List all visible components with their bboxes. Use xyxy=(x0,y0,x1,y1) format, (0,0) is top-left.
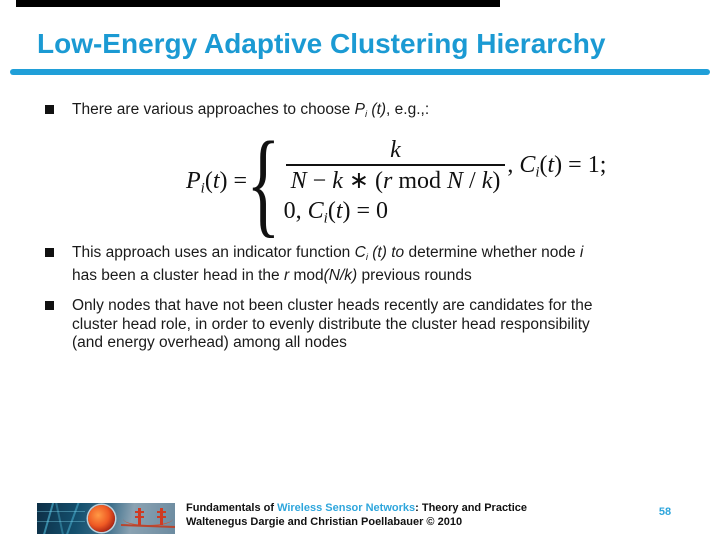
fraction-denominator xyxy=(286,164,506,194)
text-run: ( xyxy=(327,198,336,225)
text-line xyxy=(72,297,685,316)
circuit-texture xyxy=(55,503,66,534)
text-run: cluster head role, in order to evenly distribute the cluster head responsibility xyxy=(72,315,590,333)
text-run: C xyxy=(307,198,324,225)
circuit-texture xyxy=(64,503,81,534)
bullet-item xyxy=(45,297,685,353)
text-run: 0, xyxy=(283,198,308,225)
formula-fraction xyxy=(286,138,506,194)
text-run: (and energy overhead) among all nodes xyxy=(72,334,347,351)
text-run: i xyxy=(579,244,584,261)
text-run: determine whether node xyxy=(404,244,580,261)
credit-line-2: Waltenegus Dargie and Christian Poellabauer © 2010 xyxy=(186,515,463,528)
text-run: , e.g.,: xyxy=(386,101,430,118)
bullet-item xyxy=(45,244,685,286)
bullet-item xyxy=(45,101,685,124)
book-credit xyxy=(186,502,527,529)
text-run: (N/k) xyxy=(323,267,358,285)
text-run: C xyxy=(519,151,536,178)
text-run: k xyxy=(332,168,343,195)
formula-branch-2 xyxy=(284,198,388,227)
text-run: mod xyxy=(392,168,447,195)
text-run: i xyxy=(323,210,328,227)
text-run: Only nodes that have not been cluster heads recently are candidates for the xyxy=(72,297,593,314)
formula-branches xyxy=(284,138,607,227)
text-run: r xyxy=(382,168,393,195)
text-run: ∗ ( xyxy=(342,168,383,195)
book-cover-image xyxy=(37,503,175,534)
text-run: k xyxy=(481,168,493,195)
circuit-texture xyxy=(37,521,85,522)
text-run: ) xyxy=(492,168,501,195)
text-run: Fundamentals of xyxy=(186,502,278,514)
text-run: This approach uses an indicator function xyxy=(72,244,355,261)
text-run: N xyxy=(447,168,464,195)
bullet-text xyxy=(72,244,685,286)
bullet-text xyxy=(72,101,685,124)
text-run: P xyxy=(354,101,365,118)
text-run: has been a cluster head in the xyxy=(72,267,284,285)
bullet-square-icon xyxy=(45,301,54,310)
text-line xyxy=(72,101,685,124)
text-run: N xyxy=(290,168,307,195)
bullet-text xyxy=(72,297,685,353)
bridge-tower-icon xyxy=(157,511,166,513)
text-run: k xyxy=(390,137,401,164)
text-run: / xyxy=(463,168,482,195)
text-run: previous rounds xyxy=(357,267,472,285)
bridge-deck-icon xyxy=(121,524,175,528)
formula-condition-1 xyxy=(507,152,606,181)
text-run: P xyxy=(186,168,201,195)
text-run: ) = 1; xyxy=(554,151,607,178)
formula-pi-t: $P_i(t)$ = { $\frac{k}{\text{N − k ∗ (r mod N / k)}}$ , $C_i(t) = 1$; 0, $C_i(t) = 0$ xyxy=(186,117,607,248)
text-run: i xyxy=(365,251,368,263)
text-run: There are various approaches to choose xyxy=(72,101,355,118)
text-run: (t) xyxy=(367,101,387,118)
bridge-tower-icon xyxy=(157,516,166,518)
text-run: , xyxy=(507,151,520,178)
text-run: C xyxy=(354,244,366,261)
circuit-texture xyxy=(41,503,55,534)
bullet-square-icon xyxy=(45,105,54,114)
slide-title: Low-Energy Adaptive Clustering Hierarchy xyxy=(37,28,606,59)
formula-lhs xyxy=(186,168,247,197)
red-sphere-icon xyxy=(88,505,115,532)
text-run: i xyxy=(535,163,540,180)
text-run: t xyxy=(212,168,220,195)
text-run: − xyxy=(306,168,333,195)
text-run: t xyxy=(335,198,343,225)
bridge-tower-icon xyxy=(135,511,144,513)
bullet-square-icon xyxy=(45,248,54,257)
credit-line-1 xyxy=(186,502,527,516)
text-line xyxy=(72,267,685,286)
text-run: ) = 0 xyxy=(342,198,389,225)
text-run: ( xyxy=(204,168,213,195)
text-run: (t) to xyxy=(367,244,405,261)
text-run: ) = xyxy=(219,168,248,195)
text-run: i xyxy=(200,180,205,197)
text-run: r xyxy=(283,267,290,285)
circuit-texture xyxy=(37,511,85,512)
fraction-numerator xyxy=(384,138,407,164)
text-run: i xyxy=(364,108,368,120)
text-run: Wireless Sensor Networks xyxy=(277,502,416,514)
text-line xyxy=(72,244,685,267)
page-number: 58 xyxy=(658,506,672,518)
text-run: t xyxy=(547,151,555,178)
bridge-tower-icon xyxy=(135,516,144,518)
text-line xyxy=(72,334,685,353)
formula-branch-1 xyxy=(284,138,607,194)
text-run: ( xyxy=(539,151,548,178)
text-line xyxy=(72,316,685,335)
text-run: : Theory and Practice xyxy=(415,502,528,514)
text-run: mod xyxy=(289,267,324,285)
